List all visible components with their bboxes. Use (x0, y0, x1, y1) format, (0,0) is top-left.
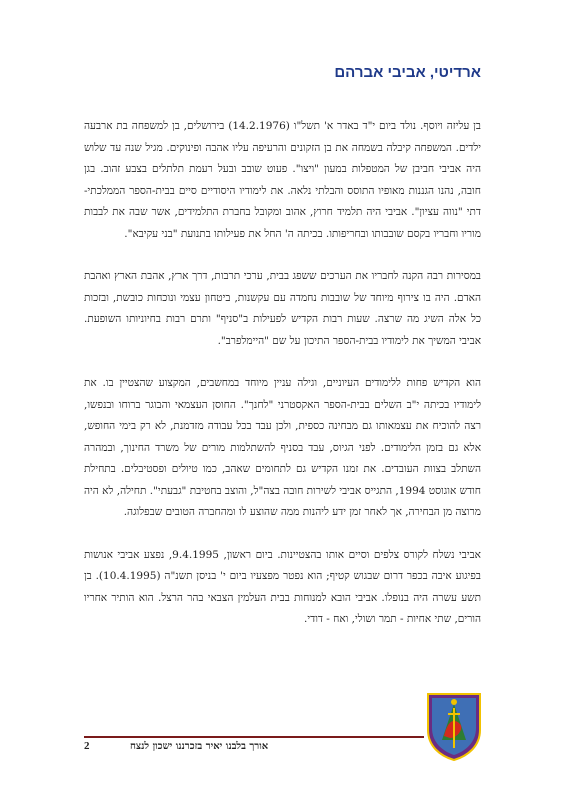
givati-brigade-emblem-icon (424, 690, 484, 762)
footer-divider (84, 736, 424, 738)
footer-text: אורך בלבנו יאיר בזכרננו ישכון לנצח (130, 741, 269, 752)
paragraph-3: הוא הקדיש פחות ללימודים העיוניים, וגילה עניין מיוחד במחשבים, המקצוע שהצטיין בו. את לימודיו בכיתה י"ב השלים בבית-הספר האקסטרני "לחנך". החוסן העצמאי והבוגר ברוחו ובנפשו, רצה להוכיח את עצמאותו גם מבחינה כספית, ולכן עבד בכל עבודה מזדמנת, לא רק בימי החופש, אלא גם בזמן הלימודים. לפני הגיוס, עבד בסניף להשתלמות מורים של משרד החינוך, ובמהרה השתלב בצוות העובדים. את זמנו הקדיש גם לתחומים שאהב, כמו טיולים ופסטיבלים. בתחילת חודש אוגוסט 1994, התגייס אביבי לשירות חובה בצה"ל, והוצב בחטיבת "גבעתי". תחילה, לא היה מרוצה מן הבחירה, אך לאחר זמן ידע ליהנות ממה שהוצע לו ומהחברה הטובים שבפלוגה. (84, 377, 482, 518)
page-number: 2 (84, 740, 90, 752)
biography-text (84, 116, 481, 652)
paragraph-1: בן עליזה ויוסף. נולד ביום י"ד באדר א' תשל"ו (14.2.1976) בירושלים, בן למשפחה בת ארבעה ילדים. המשפחה קיבלה בשמחה את בן הזקונים והרעיפה עליו אהבה ופינוקים. מגיל שנה עד שלוש היה אביבי חביבן של המטפלות במעון "ויצו". פעוט שובב ובעל רעמת תלתלים בצבע זהוב. בגן חובה, נהנו הגננות מאופיו התוסס והבלתי נלאה. את לימודיו היסודיים סיים בבית-הספר הממלכתי- דתי "נווה עציון". אביבי היה תלמיד חרוץ, אהוב ומקובל בחברת התלמידים, אשר שבה את לבבות מוריו וחבריו בקסם שובבותו ובחריפותו. בכיתה ה' החל את פעילותו בתנועת "בני עקיבא". (84, 120, 481, 240)
page-title: ארדיטי, אביבי אברהם (334, 64, 481, 81)
paragraph-4: אביבי נשלח לקורס צלפים וסיים אותו בהצטיינות. ביום ראשון, 9.4.1995, נפצע אביבי אנושות בפיגוע איבה בכפר דרום שבגוש קטיף; הוא נפטר מפצעיו ביום י' בניסן תשנ"ה (10.4.1995). בן תשע עשרה היה בנופלו. אביבי הובא למנוחות בבית העלמין הצבאי בהר הרצל. הוא הותיר אחריו הורים, שתי אחיות - תמר ושולי, ואח - דודי. (84, 548, 481, 625)
paragraph-2: במסירות רבה הקנה לחבריו את הערכים ששפג בבית, ערכי תרבות, דרך ארץ, אהבת הארץ ואהבת האדם. היה בו צירוף מיוחד של שובבות נחמדה עם עקשנות, ביטחון עצמי ונוכחות כובשת, ובזכות כל אלה השיג מה שרצה. שעות רבות הקדיש לפעילות ב"סניף" ותרם רבות בחיוניותו השופעת. אביבי המשיך את לימודיו בבית-הספר התיכון על שם "היימלפרב". (84, 270, 481, 347)
